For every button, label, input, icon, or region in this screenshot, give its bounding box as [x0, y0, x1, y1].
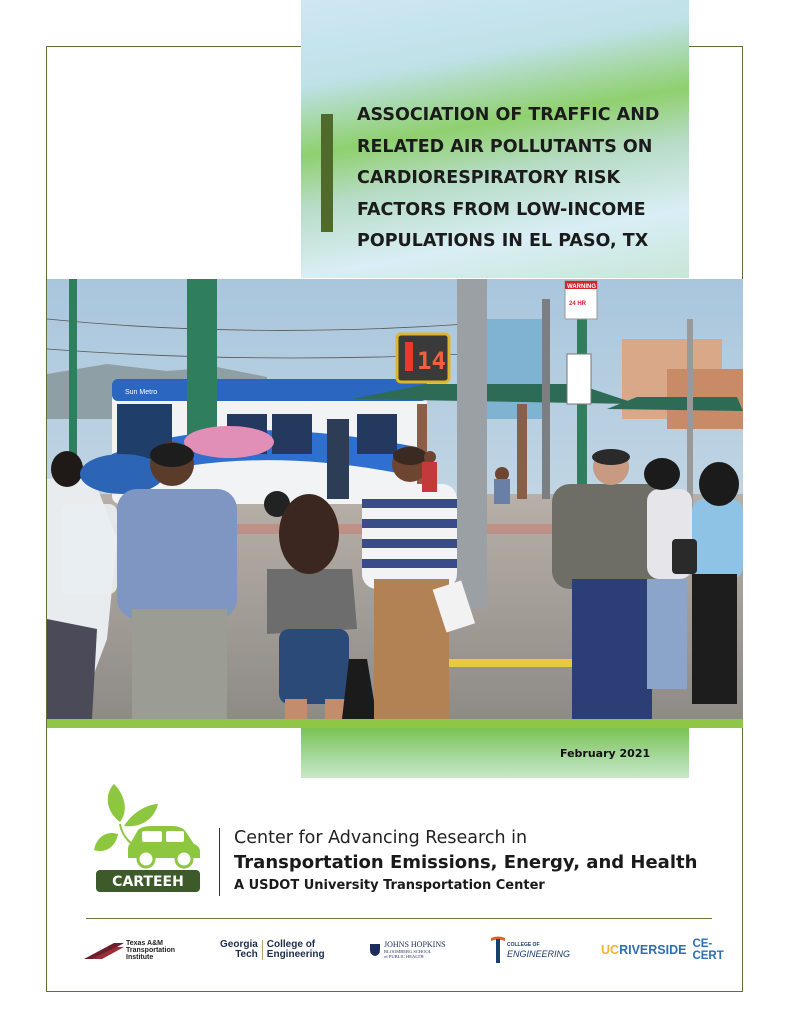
carteeh-logo: [92, 782, 204, 894]
tti-mark-icon: [84, 939, 124, 961]
title-line: RELATED AIR POLLUTANTS ON: [357, 136, 653, 157]
gt-college-line2: Engineering: [266, 949, 325, 960]
partner-tti-logo: [84, 930, 204, 970]
title-line: POPULATIONS IN EL PASO, TX: [357, 231, 649, 251]
partners-divider: [86, 918, 712, 919]
shield-icon: [369, 943, 381, 957]
ucr-uc: UC: [601, 943, 620, 957]
partner-uc-riverside-logo: [601, 930, 724, 970]
ce-main: ENGINEERING: [507, 948, 571, 959]
tti-name-line1: Texas A&M: [126, 939, 163, 947]
cover-photo: [47, 279, 743, 719]
title-accent-bar: [321, 114, 333, 232]
ucr-riverside: RIVERSIDE: [619, 943, 687, 957]
center-name-line2: Transportation Emissions, Energy, and Health: [234, 852, 698, 873]
accent-strip: [47, 719, 743, 728]
tti-name-line3: Institute: [126, 953, 154, 961]
gt-college-line1: College of: [266, 939, 316, 950]
gt-name-line1: Georgia: [220, 939, 258, 950]
title-line: ASSOCIATION OF TRAFFIC AND: [357, 105, 660, 125]
signal-countdown: 14: [417, 347, 446, 375]
gt-name-line2: Tech: [235, 949, 258, 960]
warning-sign: WARNING: [567, 284, 596, 290]
logo-divider: [219, 828, 220, 896]
jh-name: JOHNS HOPKINS: [384, 940, 446, 949]
report-date: February 2021: [560, 747, 651, 760]
pickaxe-t-icon: [491, 935, 505, 965]
bus-label: Sun Metro: [125, 389, 158, 396]
center-name-line3: A USDOT University Transportation Center: [234, 878, 545, 893]
partner-georgia-tech-logo: [220, 930, 350, 970]
partner-johns-hopkins-logo: [369, 930, 474, 970]
jh-sub-line2: of PUBLIC HEALTH: [384, 954, 424, 959]
street-scene-illustration: [47, 279, 743, 719]
title-line: CARDIORESPIRATORY RISK: [357, 168, 621, 188]
center-name-line1: Center for Advancing Research in: [234, 828, 528, 848]
gt-divider: [262, 940, 263, 960]
partner-ut-engineering-logo: [491, 930, 581, 970]
jh-sub-line1: BLOOMBERG SCHOOL: [384, 949, 432, 954]
report-title: [357, 100, 687, 258]
leaf-car-icon: [92, 782, 204, 894]
title-line: FACTORS FROM LOW-INCOME: [357, 199, 646, 220]
tti-name-line2: Transportation: [126, 946, 176, 954]
logo-wordmark: CARTEEH: [112, 874, 184, 890]
hours-sign: 24 HR: [569, 301, 587, 307]
ucr-cecert: CE-CERT: [692, 938, 724, 962]
ce-top: COLLEGE OF: [507, 941, 540, 948]
